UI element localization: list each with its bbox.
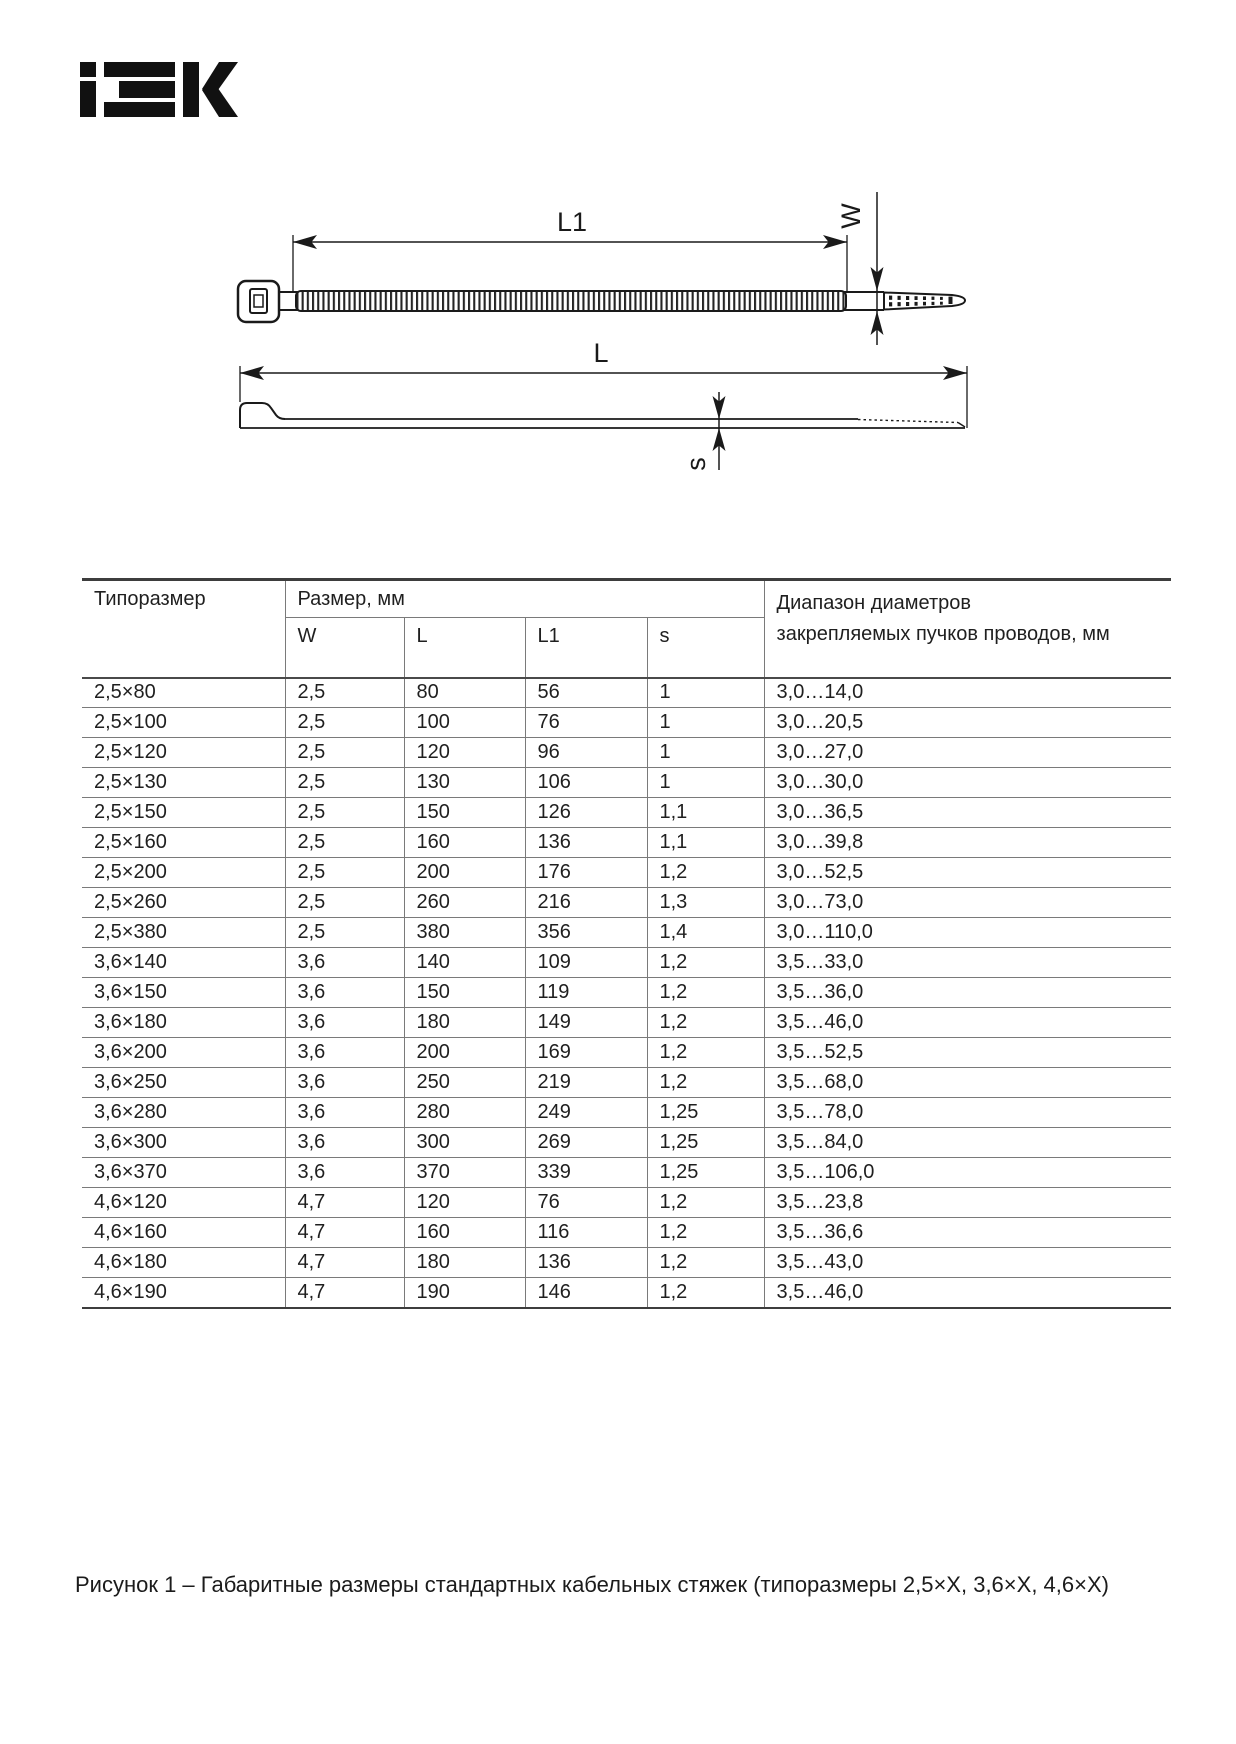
- cell-w: 2,5: [285, 798, 404, 828]
- cell-typesize: 4,6×180: [82, 1248, 285, 1278]
- cell-range: 3,0…39,8: [764, 828, 1171, 858]
- cell-w: 4,7: [285, 1218, 404, 1248]
- cell-typesize: 2,5×380: [82, 918, 285, 948]
- cell-l1: 126: [525, 798, 647, 828]
- cell-l: 80: [404, 678, 525, 708]
- cell-range: 3,5…43,0: [764, 1248, 1171, 1278]
- table-row: [82, 1218, 1171, 1248]
- cell-s: 1,2: [647, 1248, 764, 1278]
- cell-range: 3,0…30,0: [764, 768, 1171, 798]
- cell-l: 180: [404, 1248, 525, 1278]
- cell-range: 3,5…52,5: [764, 1038, 1171, 1068]
- figure-caption: Рисунок 1 – Габаритные размеры стандартных кабельных стяжек (типоразмеры 2,5×Х, 3,6×Х, 4,6×Х): [75, 1572, 1109, 1597]
- cell-s: 1,25: [647, 1128, 764, 1158]
- cell-l1: 176: [525, 858, 647, 888]
- cell-range: 3,5…68,0: [764, 1068, 1171, 1098]
- cell-w: 3,6: [285, 978, 404, 1008]
- cell-s: 1: [647, 738, 764, 768]
- cell-w: 3,6: [285, 1128, 404, 1158]
- cell-l: 200: [404, 1038, 525, 1068]
- table-row: [82, 918, 1171, 948]
- cell-l: 150: [404, 798, 525, 828]
- cell-range: 3,0…110,0: [764, 918, 1171, 948]
- cell-l: 380: [404, 918, 525, 948]
- table-row: [82, 768, 1171, 798]
- table-row: [82, 798, 1171, 828]
- cell-s: 1: [647, 678, 764, 708]
- cell-l: 100: [404, 708, 525, 738]
- cell-w: 3,6: [285, 1098, 404, 1128]
- cell-l1: 119: [525, 978, 647, 1008]
- cell-s: 1,3: [647, 888, 764, 918]
- header-l: L: [404, 618, 525, 678]
- cell-w: 3,6: [285, 1158, 404, 1188]
- cell-l1: 169: [525, 1038, 647, 1068]
- cell-typesize: 3,6×300: [82, 1128, 285, 1158]
- cell-range: 3,0…14,0: [764, 678, 1171, 708]
- header-s: s: [647, 618, 764, 678]
- cell-range: 3,0…27,0: [764, 738, 1171, 768]
- cell-range: 3,0…52,5: [764, 858, 1171, 888]
- cell-l: 160: [404, 1218, 525, 1248]
- cell-w: 4,7: [285, 1278, 404, 1308]
- cell-l1: 269: [525, 1128, 647, 1158]
- cell-l1: 216: [525, 888, 647, 918]
- cell-typesize: 4,6×160: [82, 1218, 285, 1248]
- cell-l: 120: [404, 738, 525, 768]
- table-body: [82, 678, 1171, 1308]
- cell-s: 1,25: [647, 1158, 764, 1188]
- header-w: W: [285, 618, 404, 678]
- cell-l1: 56: [525, 678, 647, 708]
- cell-range: 3,5…33,0: [764, 948, 1171, 978]
- cell-typesize: 2,5×130: [82, 768, 285, 798]
- header-range: [764, 580, 1171, 678]
- cable-tie-side-view: [240, 403, 965, 428]
- tie-tip: [884, 293, 965, 310]
- cell-s: 1,2: [647, 978, 764, 1008]
- tie-head-profile: [240, 403, 285, 428]
- cell-l1: 219: [525, 1068, 647, 1098]
- table-row: [82, 978, 1171, 1008]
- table-row: [82, 1098, 1171, 1128]
- cell-w: 2,5: [285, 738, 404, 768]
- cell-w: 2,5: [285, 918, 404, 948]
- cell-typesize: 2,5×150: [82, 798, 285, 828]
- table-row: [82, 1158, 1171, 1188]
- dimension-w: [836, 192, 884, 345]
- cell-w: 2,5: [285, 768, 404, 798]
- cell-l: 150: [404, 978, 525, 1008]
- cell-w: 2,5: [285, 708, 404, 738]
- cell-l: 370: [404, 1158, 525, 1188]
- cell-w: 2,5: [285, 828, 404, 858]
- table-row: [82, 678, 1171, 708]
- cell-l1: 96: [525, 738, 647, 768]
- cell-typesize: 2,5×80: [82, 678, 285, 708]
- table-row: [82, 1278, 1171, 1308]
- cell-s: 1,2: [647, 1038, 764, 1068]
- cable-tie-drawing: [0, 0, 1236, 520]
- dimensions-table: [82, 578, 1171, 1309]
- cell-l1: 149: [525, 1008, 647, 1038]
- cell-range: 3,5…46,0: [764, 1278, 1171, 1308]
- cell-w: 3,6: [285, 948, 404, 978]
- cell-s: 1: [647, 708, 764, 738]
- cell-w: 2,5: [285, 858, 404, 888]
- cell-typesize: 3,6×370: [82, 1158, 285, 1188]
- cell-typesize: 3,6×140: [82, 948, 285, 978]
- tie-strap-ribbed: [296, 291, 846, 311]
- cell-l: 180: [404, 1008, 525, 1038]
- table-row: [82, 828, 1171, 858]
- tie-tip-serrated-edge: [858, 420, 958, 423]
- tie-head: [238, 281, 279, 322]
- cell-l: 140: [404, 948, 525, 978]
- cell-l: 130: [404, 768, 525, 798]
- cell-s: 1,2: [647, 1008, 764, 1038]
- cell-l1: 106: [525, 768, 647, 798]
- cell-range: 3,0…73,0: [764, 888, 1171, 918]
- cell-typesize: 2,5×120: [82, 738, 285, 768]
- cell-w: 4,7: [285, 1188, 404, 1218]
- cell-w: 4,7: [285, 1248, 404, 1278]
- cell-l1: 136: [525, 828, 647, 858]
- table-row: [82, 708, 1171, 738]
- cell-range: 3,5…106,0: [764, 1158, 1171, 1188]
- cell-l: 200: [404, 858, 525, 888]
- cell-s: 1,1: [647, 828, 764, 858]
- cell-s: 1,2: [647, 1188, 764, 1218]
- cell-range: 3,5…78,0: [764, 1098, 1171, 1128]
- cell-s: 1: [647, 768, 764, 798]
- cell-l: 190: [404, 1278, 525, 1308]
- cell-range: 3,0…36,5: [764, 798, 1171, 828]
- table-row: [82, 1128, 1171, 1158]
- table-row: [82, 1038, 1171, 1068]
- table-row: [82, 1188, 1171, 1218]
- cell-l1: 109: [525, 948, 647, 978]
- dimension-label-s: s: [681, 457, 711, 471]
- header-typesize: Типоразмер: [94, 588, 206, 610]
- table-row: [82, 888, 1171, 918]
- dimension-l: [240, 338, 967, 428]
- dimension-label-w: W: [836, 203, 866, 229]
- cell-l: 260: [404, 888, 525, 918]
- cell-w: 2,5: [285, 678, 404, 708]
- cell-typesize: 3,6×180: [82, 1008, 285, 1038]
- cell-s: 1,2: [647, 858, 764, 888]
- header-range-line2: закрепляемых пучков проводов, мм: [776, 623, 1110, 645]
- cell-l1: 116: [525, 1218, 647, 1248]
- header-range-line1: Диапазон диаметров: [776, 592, 971, 614]
- dimension-label-l1: L1: [556, 207, 588, 237]
- cell-s: 1,2: [647, 1218, 764, 1248]
- cell-typesize: 3,6×280: [82, 1098, 285, 1128]
- cable-tie-top-view: [238, 281, 965, 322]
- table-row: [82, 1068, 1171, 1098]
- dimension-s: [681, 392, 726, 471]
- table-row: [82, 858, 1171, 888]
- cell-l1: 136: [525, 1248, 647, 1278]
- cell-l: 160: [404, 828, 525, 858]
- cell-range: 3,5…23,8: [764, 1188, 1171, 1218]
- cell-s: 1,4: [647, 918, 764, 948]
- cell-l1: 356: [525, 918, 647, 948]
- table-row: [82, 1248, 1171, 1278]
- cell-l: 250: [404, 1068, 525, 1098]
- cell-typesize: 4,6×190: [82, 1278, 285, 1308]
- cell-l: 300: [404, 1128, 525, 1158]
- header-size-group: Размер, мм: [285, 580, 764, 618]
- cell-l: 120: [404, 1188, 525, 1218]
- cell-range: 3,5…36,6: [764, 1218, 1171, 1248]
- cell-typesize: 2,5×100: [82, 708, 285, 738]
- cell-s: 1,2: [647, 948, 764, 978]
- dimension-l1: [293, 207, 847, 292]
- cell-typesize: 3,6×200: [82, 1038, 285, 1068]
- cell-w: 3,6: [285, 1038, 404, 1068]
- cell-range: 3,0…20,5: [764, 708, 1171, 738]
- table-row: [82, 1008, 1171, 1038]
- cell-w: 3,6: [285, 1008, 404, 1038]
- cell-typesize: 2,5×200: [82, 858, 285, 888]
- dimension-label-l: L: [593, 338, 609, 368]
- table-row: [82, 948, 1171, 978]
- cell-l: 280: [404, 1098, 525, 1128]
- cell-typesize: 3,6×150: [82, 978, 285, 1008]
- cell-range: 3,5…36,0: [764, 978, 1171, 1008]
- cell-s: 1,25: [647, 1098, 764, 1128]
- cell-l1: 249: [525, 1098, 647, 1128]
- cell-typesize: 4,6×120: [82, 1188, 285, 1218]
- table-row: [82, 738, 1171, 768]
- cell-range: 3,5…46,0: [764, 1008, 1171, 1038]
- header-l1: L1: [525, 618, 647, 678]
- cell-s: 1,2: [647, 1068, 764, 1098]
- cell-range: 3,5…84,0: [764, 1128, 1171, 1158]
- cell-typesize: 2,5×160: [82, 828, 285, 858]
- cell-s: 1,2: [647, 1278, 764, 1308]
- cell-l1: 76: [525, 1188, 647, 1218]
- cell-typesize: 2,5×260: [82, 888, 285, 918]
- cell-l1: 76: [525, 708, 647, 738]
- cell-l1: 146: [525, 1278, 647, 1308]
- cell-s: 1,1: [647, 798, 764, 828]
- cell-w: 2,5: [285, 888, 404, 918]
- cell-l1: 339: [525, 1158, 647, 1188]
- cell-typesize: 3,6×250: [82, 1068, 285, 1098]
- cell-w: 3,6: [285, 1068, 404, 1098]
